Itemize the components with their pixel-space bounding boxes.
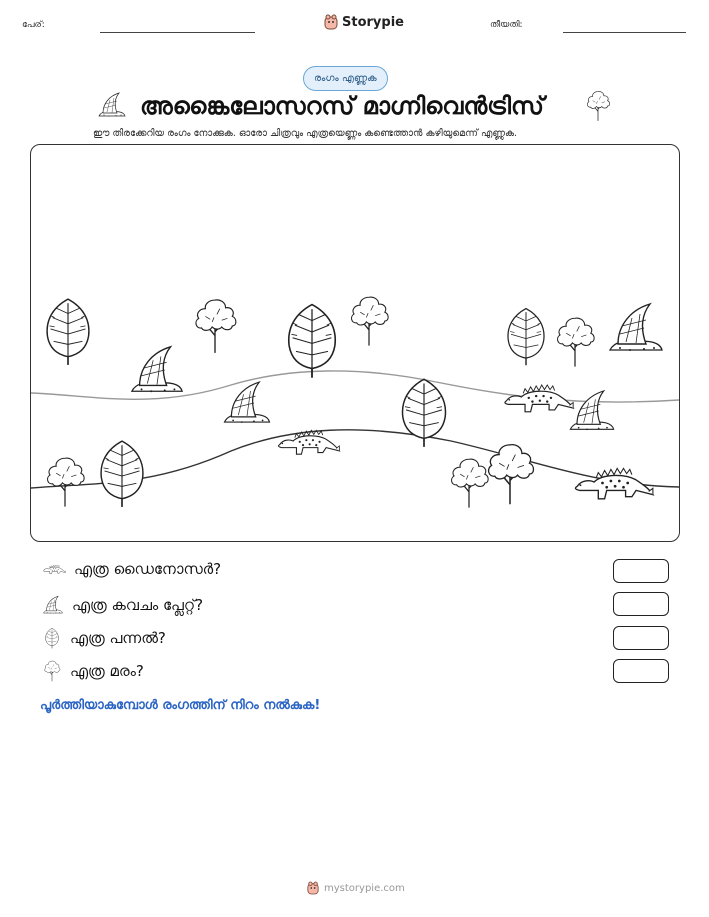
completion-note: പൂർത്തിയാകുമ്പോൾ രംഗത്തിന് നിറം നൽകുക! [40, 698, 321, 713]
question-text: എത്ര ഡൈനോസർ? [74, 560, 222, 578]
date-line[interactable] [563, 32, 686, 33]
armor-plate-icon [610, 304, 662, 351]
dinosaur-icon [505, 385, 573, 412]
question-row-tree [42, 660, 144, 682]
tree-icon [352, 297, 389, 346]
tree-icon [558, 318, 595, 367]
tree-icon [42, 660, 62, 682]
date-label: തീയതി: [490, 20, 523, 30]
question-text: എത്ര മരം? [70, 662, 144, 680]
tree-icon [452, 459, 489, 508]
answer-box-plate[interactable] [613, 592, 669, 616]
answer-box-dinosaur[interactable] [613, 559, 669, 583]
dinosaur-icon [279, 430, 340, 454]
fern-icon [508, 309, 544, 366]
fern-icon [403, 379, 446, 447]
tree-icon [48, 458, 85, 507]
armor-plate-icon [42, 594, 64, 616]
question-text: എത്ര പന്നൽ? [70, 629, 166, 647]
page-title: അങ്കൈലോസറസ് മാഗ്നിവെൻട്രിസ് [140, 92, 544, 120]
storypie-mascot-icon [324, 14, 338, 30]
answer-box-tree[interactable] [613, 659, 669, 683]
name-line[interactable] [100, 32, 255, 33]
dinosaur-icon [42, 562, 66, 576]
fern-icon [289, 305, 335, 378]
brand-name: Storypie [342, 14, 404, 30]
brand-logo [324, 14, 404, 30]
back-hill-line [31, 371, 679, 402]
tree-icon [489, 445, 534, 505]
fern-icon [101, 441, 143, 507]
footer [307, 881, 405, 895]
armor-plate-icon [132, 347, 182, 392]
name-label: പേര്: [22, 20, 45, 30]
question-row-dinosaur [42, 560, 221, 578]
instructions-text: ഈ തിരക്കേറിയ രംഗം നോക്കുക. ഓരോ ചിത്രവും എത്രയെണ്ണം കണ്ടെത്താൻ കഴിയുമെന്ന് എണ്ണുക. [93, 128, 518, 139]
storypie-mascot-icon [307, 881, 319, 895]
armor-plate-icon [224, 382, 269, 423]
armor-plate-icon [570, 391, 613, 430]
question-text: എത്ര കവചം പ്ലേറ്റ്? [72, 596, 204, 614]
counting-scene [30, 144, 680, 542]
footer-url: mystorypie.com [324, 882, 405, 894]
tree-icon [196, 300, 236, 353]
answer-box-fern[interactable] [613, 626, 669, 650]
fern-icon [42, 627, 62, 649]
dinosaur-icon [575, 468, 652, 498]
activity-badge: രംഗം എണ്ണുക [303, 66, 388, 91]
question-row-plate [42, 594, 203, 616]
title-tree-icon [584, 90, 612, 126]
scene-illustration [31, 145, 679, 541]
title-plate-icon [97, 90, 127, 124]
question-row-fern [42, 627, 166, 649]
fern-icon [47, 299, 89, 365]
